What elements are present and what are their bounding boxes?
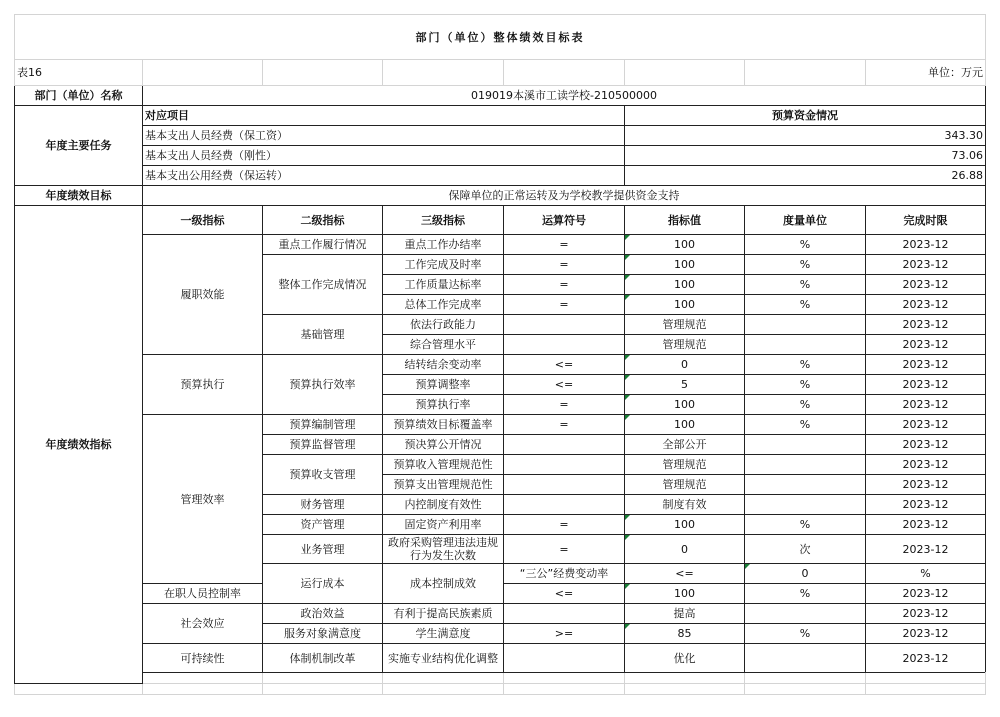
performance-sheet (14, 14, 985, 695)
indicator-l3: 政府采购管理违法违规行为发生次数 (383, 535, 504, 564)
indicator-unit: % (745, 395, 866, 415)
indicator-val: 85 (625, 624, 745, 644)
indicator-time: 2023-12 (866, 435, 986, 455)
indicator-unit (745, 475, 866, 495)
indicator-op (504, 315, 625, 335)
indicator-unit: % (745, 255, 866, 275)
indicator-time: 2023-12 (866, 395, 986, 415)
indicator-op (504, 495, 625, 515)
indicator-l3: 预算调整率 (383, 375, 504, 395)
indicator-unit (745, 455, 866, 475)
indicator-op: = (504, 395, 625, 415)
goal-label: 年度绩效目标 (15, 186, 143, 206)
dept-value: 019019本溪市工读学校-210500000 (143, 86, 986, 106)
indicator-time: 2023-12 (866, 275, 986, 295)
indicator-time: 2023-12 (866, 495, 986, 515)
subgroup-label: 预算编制管理 (263, 415, 383, 435)
indicator-unit: % (745, 375, 866, 395)
indicator-op: <= (625, 564, 745, 584)
indicator-val: 5 (625, 375, 745, 395)
indicator-time: 2023-12 (866, 255, 986, 275)
indicator-val: 管理规范 (625, 455, 745, 475)
indicator-time: 2023-12 (866, 584, 986, 604)
subgroup-label: 体制机制改革 (263, 644, 383, 673)
task-row (15, 146, 986, 166)
indicator-unit: % (866, 564, 986, 584)
indicator-time: 2023-12 (866, 295, 986, 315)
group-label: 管理效率 (143, 415, 263, 584)
indicator-l3: “三公”经费变动率 (504, 564, 625, 584)
indicator-op: = (504, 255, 625, 275)
indicator-unit: 次 (745, 535, 866, 564)
indicator-l3: 预决算公开情况 (383, 435, 504, 455)
indicator-op: <= (504, 375, 625, 395)
indicator-l3: 预算执行率 (383, 395, 504, 415)
header-unit: 度量单位 (745, 206, 866, 235)
indicator-unit: % (745, 584, 866, 604)
indicator-unit: % (745, 624, 866, 644)
indicator-val: 全部公开 (625, 435, 745, 455)
indicator-val: 0 (745, 564, 866, 584)
indicator-l3: 工作完成及时率 (383, 255, 504, 275)
indicator-l3: 预算支出管理规范性 (383, 475, 504, 495)
dept-label: 部门（单位）名称 (15, 86, 143, 106)
indicator-val: 管理规范 (625, 315, 745, 335)
indicator-time: 2023-12 (866, 415, 986, 435)
table-number: 表16 (15, 60, 143, 86)
indicator-val: 管理规范 (625, 475, 745, 495)
unit-label: 单位：万元 (866, 60, 986, 86)
indicator-val: 优化 (625, 644, 745, 673)
indicator-time: 2023-12 (866, 235, 986, 255)
subgroup-label: 业务管理 (263, 535, 383, 564)
indicator-time: 2023-12 (866, 535, 986, 564)
indicator-op: = (504, 515, 625, 535)
indicator-row (15, 355, 986, 375)
indicator-time: 2023-12 (866, 375, 986, 395)
indicator-op (504, 644, 625, 673)
indicator-op: = (504, 275, 625, 295)
indicator-op (504, 335, 625, 355)
indicator-unit (745, 644, 866, 673)
indicator-header-row (15, 206, 986, 235)
subgroup-label: 服务对象满意度 (263, 624, 383, 644)
indicator-l3: 在职人员控制率 (143, 584, 263, 604)
subgroup-label: 重点工作履行情况 (263, 235, 383, 255)
indicator-time: 2023-12 (866, 355, 986, 375)
indicator-op: = (504, 295, 625, 315)
subgroup-label: 预算收支管理 (263, 455, 383, 495)
indicator-row (15, 415, 986, 435)
indicator-time: 2023-12 (866, 335, 986, 355)
indicator-op: = (504, 535, 625, 564)
indicator-val: 制度有效 (625, 495, 745, 515)
indicator-unit (745, 335, 866, 355)
indicator-unit: % (745, 275, 866, 295)
performance-table (14, 14, 986, 695)
indicator-unit (745, 495, 866, 515)
indicator-l3: 内控制度有效性 (383, 495, 504, 515)
subgroup-label: 基础管理 (263, 315, 383, 355)
indicator-unit: % (745, 355, 866, 375)
indicator-op (504, 455, 625, 475)
indicator-l3: 实施专业结构优化调整 (383, 644, 504, 673)
indicator-op (504, 604, 625, 624)
group-label: 预算执行 (143, 355, 263, 415)
subgroup-label: 财务管理 (263, 495, 383, 515)
task-amount: 73.06 (625, 146, 986, 166)
indicator-time: 2023-12 (866, 315, 986, 335)
indicator-unit (745, 435, 866, 455)
indicator-time: 2023-12 (866, 515, 986, 535)
indicator-op (504, 475, 625, 495)
group-label: 社会效应 (143, 604, 263, 644)
header-time: 完成时限 (866, 206, 986, 235)
indicator-val: 管理规范 (625, 335, 745, 355)
indicator-unit: % (745, 515, 866, 535)
indicator-time: 2023-12 (866, 455, 986, 475)
task-name: 基本支出人员经费（刚性） (143, 146, 625, 166)
indicator-val: 0 (625, 535, 745, 564)
indicator-l3: 综合管理水平 (383, 335, 504, 355)
subgroup-label: 预算执行效率 (263, 355, 383, 415)
indicator-l3: 预算绩效目标覆盖率 (383, 415, 504, 435)
indicator-op (504, 435, 625, 455)
group-label: 可持续性 (143, 644, 263, 673)
indicator-val: 100 (625, 255, 745, 275)
indicator-val: 100 (625, 235, 745, 255)
indicator-row (15, 235, 986, 255)
task-col-project: 对应项目 (143, 106, 625, 126)
indicator-val: 100 (625, 275, 745, 295)
group-label: 履职效能 (143, 235, 263, 355)
task-name: 基本支出公用经费（保运转） (143, 166, 625, 186)
indicator-val: 100 (625, 395, 745, 415)
subgroup-label: 整体工作完成情况 (263, 255, 383, 315)
group-label: 运行成本 (263, 564, 383, 604)
indicator-l3: 固定资产利用率 (383, 515, 504, 535)
header-l3: 三级指标 (383, 206, 504, 235)
indicator-label: 年度绩效指标 (15, 206, 143, 684)
indicator-time: 2023-12 (866, 604, 986, 624)
indicator-unit: % (745, 235, 866, 255)
header-op: 运算符号 (504, 206, 625, 235)
indicator-unit (745, 604, 866, 624)
task-row (15, 126, 986, 146)
page-title: 部门（单位）整体绩效目标表 (15, 15, 986, 60)
indicator-unit: % (745, 295, 866, 315)
indicator-l3: 工作质量达标率 (383, 275, 504, 295)
indicator-time: 2023-12 (866, 475, 986, 495)
indicator-l3: 总体工作完成率 (383, 295, 504, 315)
indicator-val: 100 (625, 415, 745, 435)
header-l2: 二级指标 (263, 206, 383, 235)
subgroup-label: 资产管理 (263, 515, 383, 535)
annual-task-label: 年度主要任务 (15, 106, 143, 186)
indicator-op: = (504, 235, 625, 255)
indicator-op: = (504, 415, 625, 435)
indicator-op: >= (504, 624, 625, 644)
indicator-op: <= (504, 355, 625, 375)
indicator-row (15, 644, 986, 673)
indicator-time: 2023-12 (866, 644, 986, 673)
task-amount: 26.88 (625, 166, 986, 186)
task-amount: 343.30 (625, 126, 986, 146)
indicator-l3: 预算收入管理规范性 (383, 455, 504, 475)
indicator-val: 100 (625, 295, 745, 315)
indicator-l3: 依法行政能力 (383, 315, 504, 335)
subgroup-label: 成本控制成效 (383, 564, 504, 604)
indicator-time: 2023-12 (866, 624, 986, 644)
indicator-val: 100 (625, 584, 745, 604)
indicator-op: <= (504, 584, 625, 604)
indicator-row (15, 604, 986, 624)
indicator-val: 0 (625, 355, 745, 375)
header-l1: 一级指标 (143, 206, 263, 235)
indicator-unit (745, 315, 866, 335)
indicator-l3: 学生满意度 (383, 624, 504, 644)
indicator-val: 100 (625, 515, 745, 535)
indicator-l3: 重点工作办结率 (383, 235, 504, 255)
goal-value: 保障单位的正常运转及为学校教学提供资金支持 (143, 186, 986, 206)
task-row (15, 166, 986, 186)
header-val: 指标值 (625, 206, 745, 235)
subgroup-label: 预算监督管理 (263, 435, 383, 455)
indicator-unit: % (745, 415, 866, 435)
task-name: 基本支出人员经费（保工资） (143, 126, 625, 146)
task-col-budget: 预算资金情况 (625, 106, 986, 126)
subgroup-label: 政治效益 (263, 604, 383, 624)
indicator-l3: 结转结余变动率 (383, 355, 504, 375)
indicator-val: 提高 (625, 604, 745, 624)
indicator-l3: 有利于提高民族素质 (383, 604, 504, 624)
